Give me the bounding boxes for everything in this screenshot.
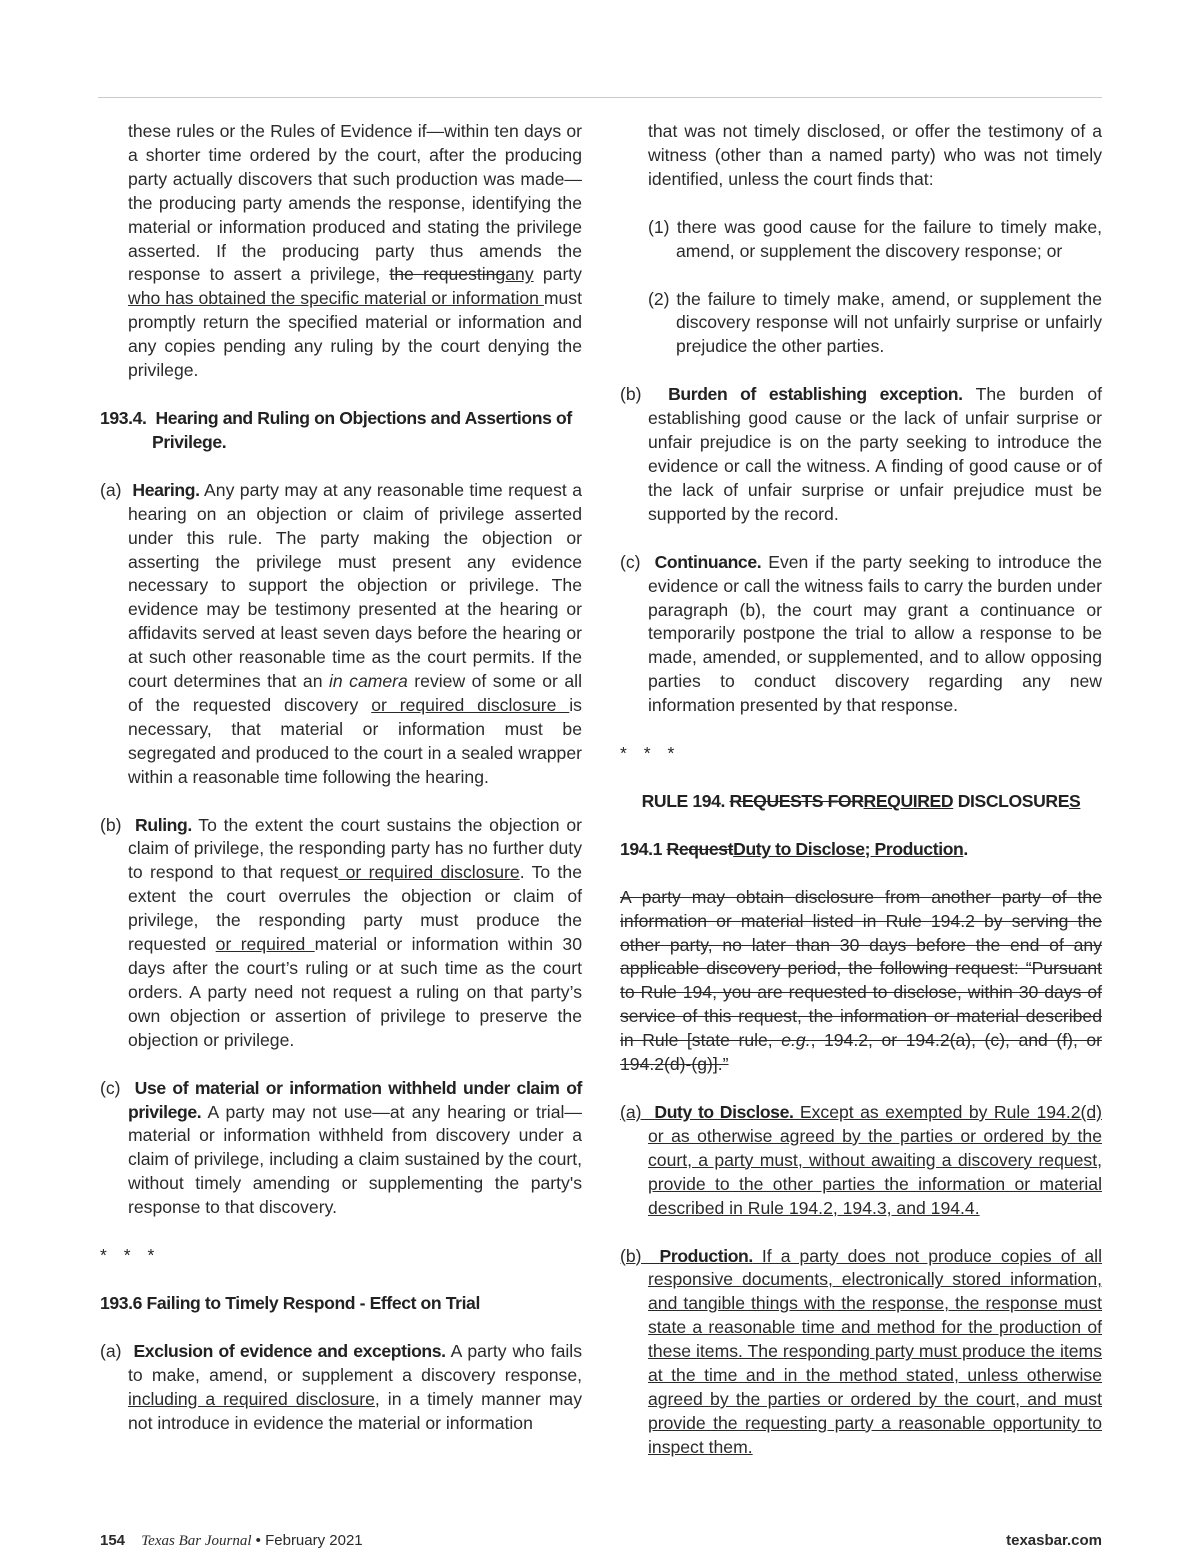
left-column <box>100 120 582 1460</box>
header-rule <box>98 97 1102 98</box>
journal-title: Texas Bar Journal <box>141 1533 252 1549</box>
paragraph-continuance: (c) Continuance. Even if the party seeking to introduce the evidence or call the witness fails to carry the burden under paragraph (b), the court may grant a continuance or temporarily postpone the trial to allow a response to be made, amended, or supplemented, and to allow opposing parties to conduct discovery regarding any new information presented by that response. <box>620 551 1102 716</box>
paragraph-duty-to-disclose: (a) Duty to Disclose. Except as exempted by Rule 194.2(d) or as otherwise agreed by the parties or ordered by the court, a party must, without awaiting a discovery request, provide to the other parties the information or material described in Rule 194.2, 194.3, and 194.4. <box>620 1102 1103 1218</box>
page-footer <box>100 1532 1102 1556</box>
issue-date: February 2021 <box>265 1532 363 1549</box>
bullet-separator: • <box>255 1532 261 1549</box>
paragraph-continuation: that was not timely disclosed, or offer the testimony of a witness (other than a named party) who was not timely identified, unless the court finds that: <box>648 121 1102 189</box>
list-item-no-surprise: (2) the failure to timely make, amend, or supplement the discovery response will not unfairly surprise or unfairly prejudice the other parties. <box>648 288 1102 357</box>
paragraph-deleted-request: A party may obtain disclosure from another party of the information or material listed in Rule 194.2 by serving the other party, no later than 30 days before the end of any applicable discovery period, the following request: “Pursuant to Rule 194, you are requested to disclose, within 30 days of service of this request, the information or material described in Rule [state rule, e.g., 194.2, or 194.2(a), (c), and (f), or 194.2(d)-(g)].” <box>620 886 1103 1075</box>
paragraph-exclusion: (a) Exclusion of evidence and exceptions. A party who fails to make, amend, or supplement a discovery response, including a required disclosure, in a timely manner may not introduce in evidence the material or information <box>100 1340 583 1433</box>
heading-194-1: 194.1 RequestDuty to Disclose; Production. <box>620 838 968 859</box>
paragraph-privilege-amendment: these rules or the Rules of Evidence if—within ten days or a shorter time ordered by the court, after the producing party actually discovers that such production was made—the producing party amends the response, identifying the material or information produced and stating the privilege asserted. If the producing party thus amends the response to assert a privilege, the requestingany party who has obtained the specific material or information must promptly return the specified material or information and any copies pending any ruling by the court denying the privilege. <box>128 121 582 381</box>
heading-rule-194: RULE 194. REQUESTS FORREQUIRED DISCLOSURES <box>641 790 1081 811</box>
list-item-good-cause: (1) there was good cause for the failure to timely make, amend, or supplement the discovery response; or <box>648 216 1102 261</box>
right-column <box>620 120 1102 1484</box>
section-break-stars: * * * <box>620 743 681 764</box>
paragraph-use-of-material: (c) Use of material or information withheld under claim of privilege. A party may not use—at any hearing or trial—material or information withheld from discovery under a claim of privilege, including a claim sustained by the court, without timely amending or supplementing the party's response to that discovery. <box>100 1077 583 1218</box>
paragraph-hearing: (a) Hearing. Any party may at any reasonable time request a hearing on an objection or claim of privilege asserted under this rule. The party making the objection or asserting the privilege must present any evidence necessary to support the objection or privilege. The evidence may be testimony presented at the hearing or affidavits served at least seven days before the hearing or at such other reasonable time as the court permits. If the court determines that an in camera review of some or all of the requested discovery or required disclosure is necessary, that material or information must be segregated and produced to the court in a sealed wrapper within a reasonable time following the hearing. <box>100 479 582 787</box>
heading-193-6: 193.6 Failing to Timely Respond - Effect on Trial <box>100 1292 480 1313</box>
paragraph-ruling: (b) Ruling. To the extent the court sustains the objection or claim of privilege, the responding party has no further duty to respond to that request or required disclosure. To the extent the court overrules the objection or claim of privilege, the responding party must produce the requested or required material or information within 30 days after the court’s ruling or at such time as the court orders. A party need not request a ruling on that party’s own objection or assertion of privilege to preserve the objection or privilege. <box>100 814 582 1050</box>
section-break-stars: * * * <box>100 1245 161 1266</box>
paragraph-burden: (b) Burden of establishing exception. The burden of establishing good cause or the lack of unfair surprise or unfair prejudice is on the party seeking to introduce the evidence or call the witness. A finding of good cause or of the lack of unfair surprise or unfair prejudice must be supported by the record. <box>620 384 1102 524</box>
website-link[interactable]: texasbar.com <box>1006 1532 1102 1549</box>
heading-193-4: 193.4. Hearing and Ruling on Objections and Assertions of Privilege. <box>100 407 572 452</box>
page-number: 154 <box>100 1532 126 1549</box>
paragraph-production: (b) Production. If a party does not produce copies of all responsive documents, electronically stored information, and tangible things with the response, the response must state a reasonable time and method for the production of these items. The responding party must produce the items at the time and in the method stated, unless otherwise agreed by the parties or ordered by the court, and must provide the requesting party a reasonable opportunity to inspect them. <box>620 1245 1102 1457</box>
